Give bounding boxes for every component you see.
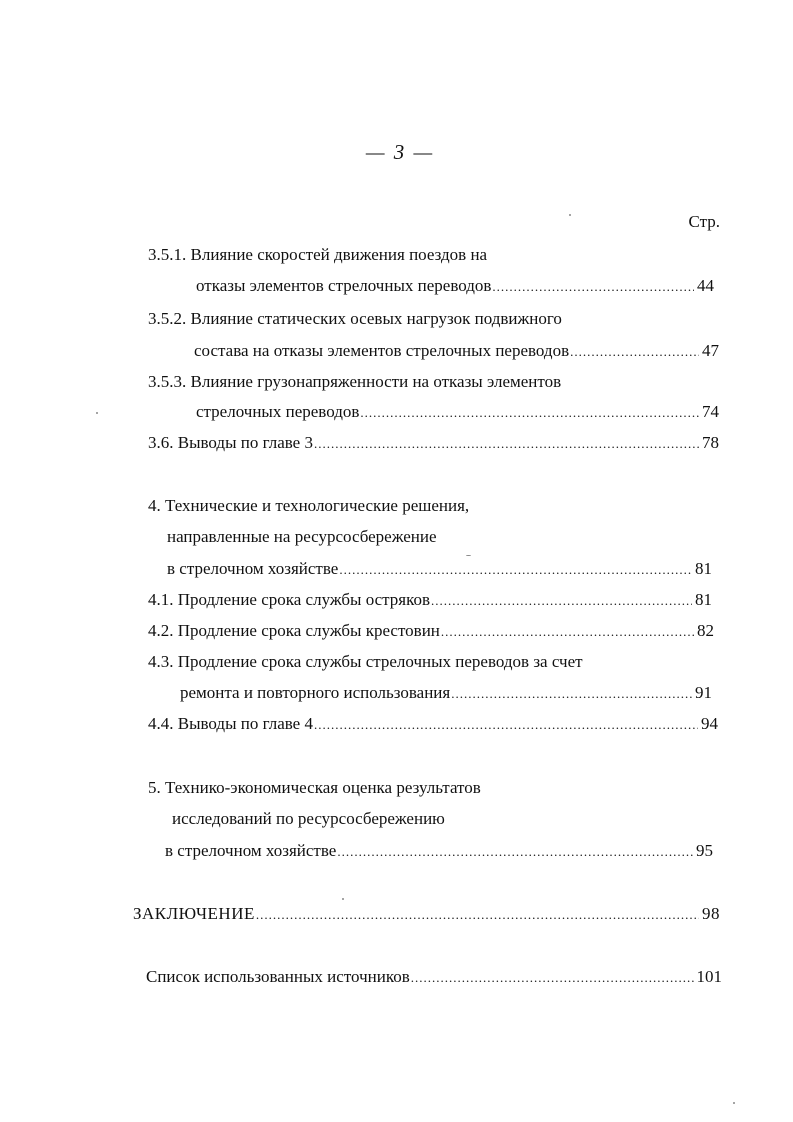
page-number: — 3 —: [365, 140, 435, 164]
toc-entry-title: стрелочных переводов: [196, 402, 360, 421]
toc-entry-4-1[interactable]: [148, 589, 712, 612]
dot-leader: [256, 904, 699, 926]
dot-leader: [492, 276, 694, 298]
toc-entry-title: 4.1. Продление срока службы остряков: [148, 590, 431, 609]
toc-entry-5-line-2: исследований по ресурсосбережению: [172, 809, 445, 828]
toc-entry-4[interactable]: [167, 558, 712, 581]
toc-entry-page: 94: [701, 714, 718, 733]
toc-entry-4-3-line-1: 4.3. Продление срока службы стрелочных переводов за счет: [148, 652, 583, 671]
toc-entry-page: 47: [702, 341, 719, 360]
toc-entry-page: 44: [697, 276, 714, 295]
toc-entry-page: 101: [696, 967, 722, 986]
dot-leader: [570, 341, 699, 363]
toc-entry-3-6[interactable]: [148, 432, 719, 455]
toc-entry-title: ремонта и повторного использования: [180, 683, 451, 702]
toc-entry-page: 81: [695, 559, 712, 578]
toc-entry-references[interactable]: [146, 966, 722, 989]
toc-entry-title: в стрелочном хозяйстве: [167, 559, 339, 578]
toc-entry-3-5-2[interactable]: [194, 340, 719, 363]
toc-entry-4-4[interactable]: [148, 713, 718, 736]
toc-entry-3-5-2-line-1: 3.5.2. Влияние статических осевых нагрузок подвижного: [148, 309, 562, 328]
page-column-label: Стр.: [688, 212, 720, 231]
scan-speck: [96, 412, 98, 414]
toc-entry-page: 78: [702, 433, 719, 452]
toc-entry-3-5-1-line-1: 3.5.1. Влияние скоростей движения поездов на: [148, 245, 488, 264]
toc-entry-conclusion[interactable]: [133, 903, 720, 926]
toc-entry-title: отказы элементов стрелочных переводов: [196, 276, 492, 295]
toc-entry-4-2[interactable]: [148, 620, 714, 643]
toc-entry-3-5-3[interactable]: [196, 401, 719, 424]
scan-speck: [733, 1102, 735, 1104]
toc-entry-page: 82: [697, 621, 714, 640]
toc-entry-4-line-1: 4. Технические и технологические решения,: [148, 496, 470, 515]
toc-entry-3-5-3-line-1: 3.5.3. Влияние грузонапряженности на отказы элементов: [148, 372, 562, 391]
toc-entry-4-line-2: направленные на ресурсосбережение: [167, 527, 437, 546]
scan-speck: [342, 898, 344, 900]
toc-entry-title: в стрелочном хозяйстве: [165, 841, 337, 860]
toc-entry-title: 4.2. Продление срока службы крестовин: [148, 621, 440, 640]
scan-speck: [569, 214, 571, 216]
toc-entry-page: 98: [702, 904, 720, 923]
toc-entry-page: 74: [702, 402, 719, 421]
dot-leader: [441, 621, 694, 643]
dot-leader: [451, 683, 692, 705]
toc-entry-title: 4.4. Выводы по главе 4: [148, 714, 313, 733]
toc-entry-title: Список использованных источников: [146, 967, 410, 986]
toc-entry-page: 95: [696, 841, 713, 860]
toc-entry-page: 81: [695, 590, 712, 609]
toc-entry-title: 3.6. Выводы по главе 3: [148, 433, 313, 452]
toc-entry-3-5-1[interactable]: [196, 275, 714, 298]
dot-leader: [314, 714, 698, 736]
toc-entry-page: 91: [695, 683, 712, 702]
dot-leader: [314, 433, 699, 455]
toc-entry-5[interactable]: [165, 840, 713, 863]
scan-speck: [466, 555, 471, 556]
toc-entry-title: состава на отказы элементов стрелочных переводов: [194, 341, 570, 360]
dot-leader: [360, 402, 699, 424]
dot-leader: [339, 559, 692, 581]
dot-leader: [337, 841, 693, 863]
dot-leader: [431, 590, 692, 612]
toc-entry-4-3[interactable]: [180, 682, 712, 705]
dot-leader: [411, 967, 694, 989]
toc-entry-5-line-1: 5. Технико-экономическая оценка результатов: [148, 778, 481, 797]
toc-entry-title: ЗАКЛЮЧЕНИЕ: [133, 904, 255, 923]
